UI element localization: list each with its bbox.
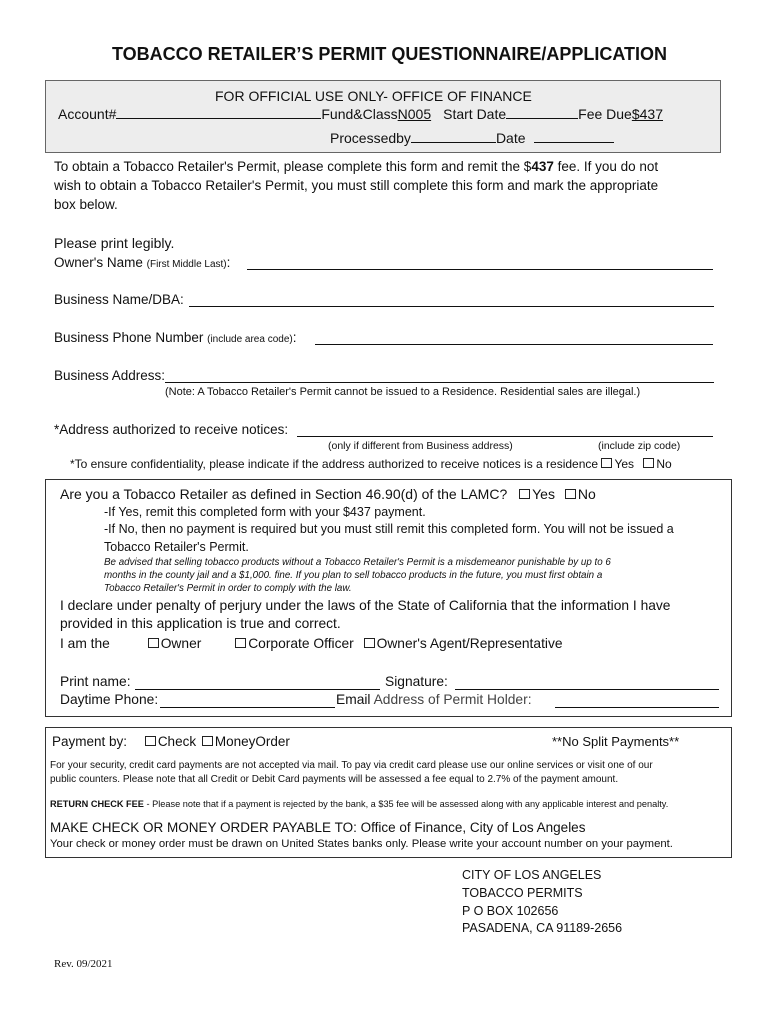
owner-checkbox[interactable] <box>148 638 159 648</box>
print-name-field[interactable] <box>135 688 380 690</box>
return-fee-text: - Please note that if a payment is rejected by the bank, a $35 fee will be assessed along with any applicable interest and penalty. <box>143 799 669 809</box>
business-phone-label: Business Phone Number <box>54 330 204 345</box>
signature-label: Signature: <box>385 674 448 689</box>
perjury-text-2: provided in this application is true and correct. <box>60 616 341 631</box>
business-address-field[interactable] <box>165 381 714 383</box>
intro-line-3: box below. <box>54 197 118 212</box>
intro-line-2: wish to obtain a Tobacco Retailer's Permit, you must still complete this form and mark the appropriate <box>54 178 659 193</box>
notice-address-field[interactable] <box>297 435 713 437</box>
residence-yes-label: Yes <box>614 457 635 471</box>
security-text-2: public counters. Please note that all Credit or Debit Card payments will be assessed a fee equal to 2.7% of the payment amount. <box>50 774 619 785</box>
email-label-a: Email <box>336 692 371 707</box>
notice-hint-left: (only if different from Business address) <box>328 440 513 452</box>
email-field[interactable] <box>555 706 719 708</box>
business-phone-field[interactable] <box>315 343 713 345</box>
confidentiality-row <box>70 457 672 471</box>
start-date-label: Start Date <box>443 106 507 122</box>
business-name-label: Business Name/DBA: <box>54 292 184 307</box>
revision-label: Rev. 09/2021 <box>54 958 113 970</box>
account-field[interactable] <box>116 118 321 119</box>
email-row <box>336 692 532 707</box>
email-label-b: Address of Permit Holder: <box>370 692 532 707</box>
intro-line-1 <box>54 159 658 174</box>
official-use-row-2 <box>330 130 614 146</box>
official-use-heading: FOR OFFICIAL USE ONLY- OFFICE OF FINANCE <box>215 88 532 104</box>
owner-name-label: Owner's Name <box>54 255 143 270</box>
corporate-officer-label: Corporate Officer <box>248 636 354 651</box>
no-split-payments: **No Split Payments** <box>552 734 680 749</box>
owner-option-label: Owner <box>160 636 202 651</box>
account-label: Account# <box>58 106 117 122</box>
form-title: TOBACCO RETAILER’S PERMIT QUESTIONNAIRE/APPLICATION <box>112 44 668 64</box>
return-fee-label: RETURN CHECK FEE <box>50 799 144 809</box>
processed-by-label: Processedby <box>330 130 411 146</box>
residence-no-checkbox[interactable] <box>643 458 654 468</box>
perjury-text-1: I declare under penalty of perjury under the laws of the State of California that the information I have <box>60 598 671 613</box>
notice-address-label: *Address authorized to receive notices: <box>54 422 289 437</box>
confidentiality-note: *To ensure confidentiality, please indicate if the address authorized to receive notices is a residence <box>70 457 599 471</box>
corporate-officer-checkbox[interactable] <box>235 638 246 648</box>
business-name-field[interactable] <box>189 305 714 307</box>
business-address-label: Business Address: <box>54 368 166 383</box>
mailing-address-line-2: TOBACCO PERMITS <box>462 886 583 900</box>
signature-field[interactable] <box>455 688 719 690</box>
money-order-option-label: MoneyOrder <box>214 734 290 749</box>
agent-checkbox[interactable] <box>364 638 375 648</box>
mailing-address-line-4: PASADENA, CA 91189-2656 <box>462 921 623 935</box>
intro-text-b: fee. If you do not <box>553 159 659 174</box>
business-phone-hint: (include area code) <box>207 334 293 345</box>
mailing-address-line-1: CITY OF LOS ANGELES <box>462 868 602 882</box>
retailer-yes-label: Yes <box>532 486 555 502</box>
return-fee-row <box>50 799 668 809</box>
print-legibly: Please print legibly. <box>54 235 175 251</box>
agent-option-label: Owner's Agent/Representative <box>376 636 563 651</box>
role-row <box>60 636 563 651</box>
if-yes-text: -If Yes, remit this completed form with your $437 payment. <box>104 505 426 519</box>
fund-class-value: N005 <box>397 106 432 122</box>
money-order-checkbox[interactable] <box>202 736 213 746</box>
official-use-row-1 <box>58 106 663 122</box>
start-date-field[interactable] <box>506 118 578 119</box>
payment-by-label: Payment by: <box>52 734 128 749</box>
retailer-no-checkbox[interactable] <box>565 489 576 499</box>
business-phone-colon: : <box>292 330 297 345</box>
security-text-1: For your security, credit card payments are not accepted via mail. To pay via credit card please use our online services or visit one of our <box>50 760 653 771</box>
fund-class-label: Fund&Class <box>321 106 398 122</box>
payable-to: MAKE CHECK OR MONEY ORDER PAYABLE TO: Office of Finance, City of Los Angeles <box>50 820 586 835</box>
retailer-question: Are you a Tobacco Retailer as defined in Section 46.90(d) of the LAMC? <box>60 486 508 502</box>
processed-by-field[interactable] <box>411 142 496 143</box>
intro-fee: 437 <box>531 159 554 174</box>
residence-note: (Note: A Tobacco Retailer's Permit cannot be issued to a Residence. Residential sales are illegal.) <box>165 386 641 398</box>
fee-due-value: $437 <box>631 106 663 122</box>
advised-text-3: Tobacco Retailer's Permit in order to comply with the law. <box>104 583 352 594</box>
print-name-label: Print name: <box>60 674 131 689</box>
owner-name-row <box>54 255 230 270</box>
check-option-label: Check <box>157 734 197 749</box>
intro-text-a: To obtain a Tobacco Retailer's Permit, please complete this form and remit the $ <box>54 159 532 174</box>
owner-name-colon: : <box>226 255 231 270</box>
owner-name-field[interactable] <box>247 268 713 270</box>
fee-due-label: Fee Due <box>578 106 632 122</box>
date-field[interactable] <box>534 142 614 143</box>
payment-row <box>52 734 290 749</box>
residence-no-label: No <box>656 457 672 471</box>
advised-text-2: months in the county jail and a $1,000. fine. If you plan to sell tobacco products in the future, you must first obtain a <box>104 570 603 581</box>
owner-name-hint: (First Middle Last) <box>146 259 227 270</box>
residence-yes-checkbox[interactable] <box>601 458 612 468</box>
check-checkbox[interactable] <box>145 736 156 746</box>
business-phone-row <box>54 330 296 345</box>
i-am-the-label: I am the <box>60 636 110 651</box>
date-label: Date <box>495 130 526 146</box>
daytime-phone-field[interactable] <box>160 706 335 708</box>
retailer-no-label: No <box>577 486 596 502</box>
retailer-question-row <box>60 486 596 502</box>
daytime-phone-label: Daytime Phone: <box>60 692 159 707</box>
if-no-text-2: Tobacco Retailer's Permit. <box>104 540 249 554</box>
notice-hint-right: (include zip code) <box>598 440 681 452</box>
drawn-on-note: Your check or money order must be drawn on United States banks only. Please write your account number on your payment. <box>50 838 673 850</box>
retailer-yes-checkbox[interactable] <box>519 489 530 499</box>
advised-text-1: Be advised that selling tobacco products without a Tobacco Retailer's Permit is a misdemeanor punishable by up to 6 <box>104 557 611 568</box>
if-no-text-1: -If No, then no payment is required but you must still remit this completed form. You will not be issued a <box>104 522 674 536</box>
mailing-address-line-3: P O BOX 102656 <box>462 904 559 918</box>
